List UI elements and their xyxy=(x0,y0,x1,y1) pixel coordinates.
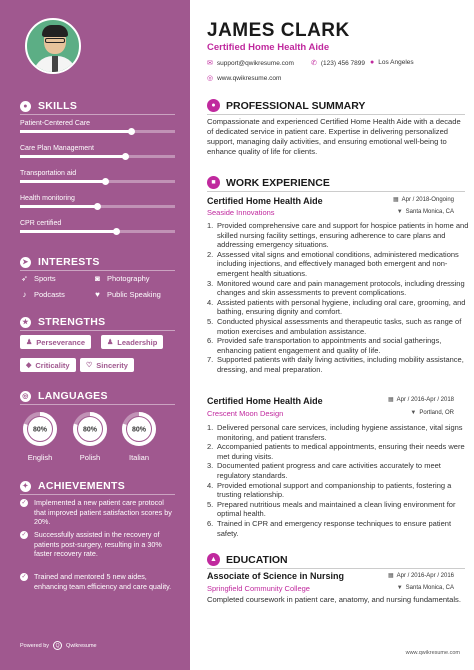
location-pin-icon: ▼ xyxy=(396,209,403,215)
list-item: 7. Supported patients with daily living activities, including mobility assistance, dressing, and meal preparation. xyxy=(207,355,464,374)
people-icon: ♟ xyxy=(26,339,33,346)
heart-icon: ♡ xyxy=(86,362,93,369)
star-icon: ★ xyxy=(20,317,31,328)
skill-bar xyxy=(20,180,175,183)
divider xyxy=(20,114,175,115)
skill-bar xyxy=(20,155,175,158)
interest-item: ◙ Photography xyxy=(93,274,150,283)
divider xyxy=(207,114,465,115)
skill-bar-knob xyxy=(113,228,120,235)
checkmark-icon: ✓ xyxy=(21,499,27,506)
divider xyxy=(207,191,465,192)
job-title: Certified Home Health Aide xyxy=(207,396,323,406)
skill-bar-fill xyxy=(20,130,132,133)
email-icon: ✉ xyxy=(207,60,213,67)
skill-bar-fill xyxy=(20,205,98,208)
divider xyxy=(207,568,465,569)
lightbulb-icon: ● xyxy=(20,101,31,112)
skill-bar-knob xyxy=(128,128,135,135)
job-dates: ▦ Apr / 2018-Ongoing xyxy=(392,196,454,203)
contact-email[interactable]: ✉ support@qwikresume.com xyxy=(207,59,294,67)
interest-item: ♪ Podcasts xyxy=(20,290,65,299)
language-item: 80% English xyxy=(22,411,58,462)
languages-heading: ◎ LANGUAGES xyxy=(20,390,108,402)
list-item: 6. Trained in CPR and emergency response techniques to ensure patient safety. xyxy=(207,518,452,538)
microphone-icon: ♪ xyxy=(22,290,27,299)
language-ring xyxy=(22,411,58,447)
job-title: Certified Home Health Aide xyxy=(207,196,323,206)
megaphone-icon: ♥ xyxy=(95,290,100,299)
interest-item: ➶ Sports xyxy=(21,274,56,283)
list-item: 3. Monitored wound care and pain management protocols, including dressing changes and skin assessments to prevent complications. xyxy=(207,278,465,298)
globe-icon: ◎ xyxy=(20,391,31,402)
skill-bar-knob xyxy=(94,203,101,210)
language-ring xyxy=(72,411,108,447)
globe-icon: ◎ xyxy=(207,75,214,82)
calendar-icon: ▦ xyxy=(392,197,399,203)
trophy-icon: ✦ xyxy=(20,481,31,492)
job-location: ▼ Santa Monica, CA xyxy=(396,209,454,215)
education-dates: ▦ Apr / 2016-Apr / 2016 xyxy=(387,572,454,579)
job-bullets xyxy=(207,423,469,538)
skills-heading: ● SKILLS xyxy=(20,100,77,112)
location-pin-icon: ▼ xyxy=(410,410,417,416)
skill-item: Patient-Centered Care xyxy=(20,120,175,133)
skill-bar-fill xyxy=(20,230,116,233)
list-item: 1. Provided comprehensive care and support for hospice patients in home and skilled nursing facility settings, ensuring adherence to care plans and addressing emergency situations. xyxy=(207,221,469,250)
phone-icon: ✆ xyxy=(311,60,317,67)
main-content xyxy=(190,0,474,670)
calendar-icon: ▦ xyxy=(387,397,394,403)
language-item: 80% Italian xyxy=(121,411,157,462)
strength-badge: ♟ Leadership xyxy=(101,335,163,349)
list-item: 2. Accompanied patients to medical appointments, ensuring their needs were met during visits. xyxy=(207,442,465,461)
strength-badge: ♡ Sincerity xyxy=(80,358,134,372)
strength-badge: ♟ Perseverance xyxy=(20,335,91,349)
skill-item: Transportation aid xyxy=(20,170,175,183)
svg-text:80%: 80% xyxy=(82,426,98,434)
people-icon: ♟ xyxy=(107,339,114,346)
interests-heading: ➤ INTERESTS xyxy=(20,256,100,268)
job-bullets xyxy=(207,221,469,375)
contact-website[interactable]: ◎ www.qwikresume.com xyxy=(207,74,282,82)
strengths-heading: ★ STRENGTHS xyxy=(20,316,105,328)
education-heading: ▲ EDUCATION xyxy=(207,553,288,566)
svg-text:80%: 80% xyxy=(131,426,147,434)
footer-website[interactable]: www.qwikresume.com xyxy=(405,650,460,656)
summary-heading: ● PROFESSIONAL SUMMARY xyxy=(207,99,365,112)
education-location: ▼ Santa Monica, CA xyxy=(396,585,454,591)
list-item: 1. Delivered personal care services, including hygiene assistance, vital signs monitoring, and patient transfers. xyxy=(207,423,463,442)
skill-item: Health monitoring xyxy=(20,195,175,208)
skill-bar-knob xyxy=(102,178,109,185)
calendar-icon: ▦ xyxy=(387,573,394,579)
rocket-icon: ➤ xyxy=(20,257,31,268)
divider xyxy=(20,404,175,405)
profile-photo xyxy=(25,18,81,74)
graduation-cap-icon: ▲ xyxy=(207,553,220,566)
list-item: 2. Assessed vital signs and emotional conditions, administered medications including injections, and effectively managed both emergent and non-emergent health situations. xyxy=(207,249,459,278)
list-item: 4. Assisted patients with personal hygiene, including oral care, grooming, and bathing, ensuring dignity and comfort. xyxy=(207,297,466,317)
checkmark-icon: ✓ xyxy=(21,573,27,580)
camera-icon: ◙ xyxy=(95,274,100,283)
list-item: 6. Provided safe transportation to appointments and social gatherings, enhancing patient engagement and quality of life. xyxy=(207,336,442,355)
school-name: Springfield Community College xyxy=(207,584,310,593)
candidate-name: JAMES CLARK xyxy=(207,20,350,41)
list-item: 5. Prepared nutritious meals and maintained a clean living environment for optimal health. xyxy=(207,499,456,519)
experience-heading: ■ WORK EXPERIENCE xyxy=(207,176,330,189)
contact-location: ● Los Angeles xyxy=(370,59,414,66)
location-pin-icon: ▼ xyxy=(396,585,403,591)
skill-item: CPR certified xyxy=(20,220,175,233)
achievement-item: ✓ Trained and mentored 5 new aides, enhancing team efficiency and care quality. xyxy=(21,572,172,591)
language-item: 80% Polish xyxy=(72,411,108,462)
list-item: 4. Provided emotional support and companionship to patients, fostering a trusting relationship. xyxy=(207,480,452,500)
job-location: ▼ Portland, OR xyxy=(410,410,454,416)
skill-bar xyxy=(20,130,175,133)
achievement-item: ✓ Implemented a new patient care protocol that improved patient satisfaction scores by 20%. xyxy=(21,498,172,527)
checkmark-icon: ✓ xyxy=(21,531,27,538)
achievement-item: ✓ Successfully assisted in the recovery of patients post-surgery, resulting in a 30% faster recovery rate. xyxy=(21,530,162,559)
summary-text: Compassionate and experienced Certified Home Health Aide with a decade of dedicated service in patient care. Expertise in delivering personalized support, managing daily activities, and ensuring emotional well-being to enhance quality of life for clients. xyxy=(207,117,461,156)
skill-bar xyxy=(20,230,175,233)
briefcase-icon: ■ xyxy=(207,176,220,189)
qwikresume-logo-icon: Q xyxy=(53,641,62,650)
rocket-icon: ➶ xyxy=(21,274,28,283)
job-dates: ▦ Apr / 2016-Apr / 2018 xyxy=(387,396,454,403)
company-name: Seaside Innovations xyxy=(207,208,275,217)
skill-bar-fill xyxy=(20,155,125,158)
divider xyxy=(20,494,175,495)
shield-icon: ◆ xyxy=(26,362,32,369)
person-icon: ● xyxy=(207,99,220,112)
sidebar xyxy=(0,0,190,670)
interest-item: ♥ Public Speaking xyxy=(93,290,161,299)
powered-by: Powered by Q Qwikresume xyxy=(20,642,97,649)
skill-item: Care Plan Management xyxy=(20,145,175,158)
achievements-heading: ✦ ACHIEVEMENTS xyxy=(20,480,125,492)
skill-bar-fill xyxy=(20,180,105,183)
divider xyxy=(20,270,175,271)
list-item: 3. Documented patient progress and care activities accurately to meet regulatory standards. xyxy=(207,461,441,480)
candidate-title: Certified Home Health Aide xyxy=(207,42,330,53)
degree-title: Associate of Science in Nursing xyxy=(207,571,345,581)
contact-phone: ✆ (123) 456 7899 xyxy=(311,59,365,67)
education-text: Completed coursework in patient care, anatomy, and nursing fundamentals. xyxy=(207,595,461,604)
skill-bar-knob xyxy=(122,153,129,160)
svg-text:80%: 80% xyxy=(32,426,48,434)
company-name: Crescent Moon Design xyxy=(207,409,284,418)
list-item: 5. Conducted physical assessments and therapeutic tasks, such as range of motion exercises and ambulation assistance. xyxy=(207,316,462,336)
language-ring xyxy=(121,411,157,447)
strength-badge: ◆ Criticality xyxy=(20,358,76,372)
divider xyxy=(20,330,175,331)
skill-bar xyxy=(20,205,175,208)
location-pin-icon: ● xyxy=(370,59,375,66)
